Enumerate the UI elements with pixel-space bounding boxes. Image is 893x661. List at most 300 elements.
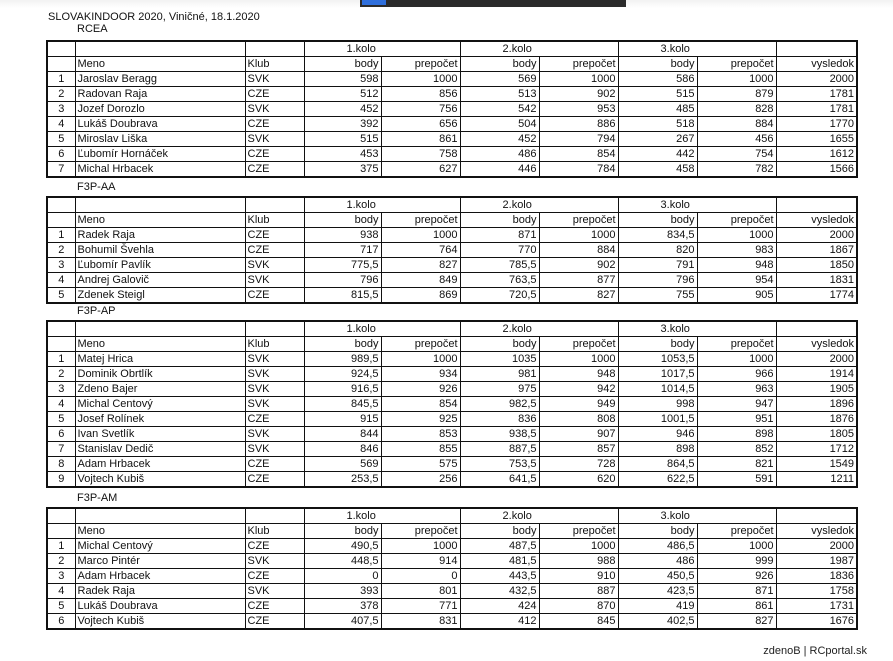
rank-cell: 6 [47,147,75,162]
header-row-rounds [47,197,857,213]
club-cell: CZE [245,569,304,584]
round1-recalc-cell: 801 [381,584,460,599]
table-row [47,457,857,472]
result-cell: 1731 [776,599,857,614]
section-title: F3P-AP [77,305,116,317]
round2-recalc-cell: 887 [539,584,618,599]
round-header: 2.kolo [460,508,618,524]
header-empty-cell [75,321,245,337]
round1-points-cell: 515 [304,132,381,147]
round3-points-cell: 442 [618,147,697,162]
header-empty-cell [245,508,304,524]
name-cell: Andrej Galovič [75,273,245,288]
round2-points-cell: 975 [460,382,539,397]
header-rank-cell [47,213,75,228]
footer-credit: zdenoB | RCportal.sk [763,645,867,657]
round3-points-cell: 820 [618,243,697,258]
club-cell: CZE [245,243,304,258]
result-cell: 1566 [776,162,857,178]
round3-recalc-cell: 905 [697,288,776,304]
results-table [46,320,858,488]
club-cell: CZE [245,614,304,630]
round2-recalc-cell: 1000 [539,352,618,367]
round2-points-cell: 486 [460,147,539,162]
club-cell: SVK [245,382,304,397]
round-header: 1.kolo [304,197,460,213]
round1-recalc-cell: 771 [381,599,460,614]
round3-recalc-cell: 828 [697,102,776,117]
round3-recalc-cell: 782 [697,162,776,178]
round3-points-cell: 267 [618,132,697,147]
table-row [47,599,857,614]
round3-points-cell: 450,5 [618,569,697,584]
club-cell: SVK [245,584,304,599]
round3-points-cell: 834,5 [618,228,697,243]
table-row [47,382,857,397]
rank-cell: 2 [47,87,75,102]
table-row [47,554,857,569]
club-cell: SVK [245,367,304,382]
column-header-points: body [618,337,697,352]
round3-recalc-cell: 852 [697,442,776,457]
round1-recalc-cell: 855 [381,442,460,457]
round2-points-cell: 452 [460,132,539,147]
table-row [47,472,857,488]
column-header-name: Meno [75,213,245,228]
club-cell: CZE [245,228,304,243]
header-row-columns [47,337,857,352]
name-cell: Stanislav Dedič [75,442,245,457]
result-cell: 1876 [776,412,857,427]
result-cell: 1676 [776,614,857,630]
round1-points-cell: 512 [304,87,381,102]
round2-points-cell: 481,5 [460,554,539,569]
round1-recalc-cell: 1000 [381,352,460,367]
round3-recalc-cell: 821 [697,457,776,472]
round2-recalc-cell: 902 [539,87,618,102]
result-cell: 1836 [776,569,857,584]
rank-cell: 6 [47,614,75,630]
round1-recalc-cell: 758 [381,147,460,162]
round2-recalc-cell: 784 [539,162,618,178]
result-cell: 1712 [776,442,857,457]
round1-points-cell: 815,5 [304,288,381,304]
name-cell: Dominik Obrtlík [75,367,245,382]
rank-cell: 2 [47,554,75,569]
result-cell: 1914 [776,367,857,382]
round-header: 1.kolo [304,508,460,524]
round1-points-cell: 989,5 [304,352,381,367]
round3-points-cell: 796 [618,273,697,288]
column-header-points: body [460,213,539,228]
header-rank-cell [47,524,75,539]
table-row [47,442,857,457]
round3-points-cell: 1001,5 [618,412,697,427]
column-header-recalc: prepočet [381,337,460,352]
round3-points-cell: 485 [618,102,697,117]
club-cell: SVK [245,352,304,367]
club-cell: CZE [245,162,304,178]
top-toolbar-button[interactable] [362,0,386,5]
rank-cell: 8 [47,457,75,472]
table-row [47,102,857,117]
round1-recalc-cell: 827 [381,258,460,273]
header-empty-cell [776,508,857,524]
round3-recalc-cell: 1000 [697,539,776,554]
result-cell: 1781 [776,102,857,117]
round3-recalc-cell: 1000 [697,228,776,243]
name-cell: Jozef Dorozlo [75,102,245,117]
round1-points-cell: 490,5 [304,539,381,554]
table-row [47,397,857,412]
round3-recalc-cell: 754 [697,147,776,162]
table-row [47,162,857,178]
column-header-name: Meno [75,57,245,72]
rank-cell: 4 [47,397,75,412]
rank-cell: 3 [47,102,75,117]
round3-points-cell: 755 [618,288,697,304]
name-cell: Ivan Svetlík [75,427,245,442]
round2-recalc-cell: 728 [539,457,618,472]
round2-points-cell: 487,5 [460,539,539,554]
round1-points-cell: 569 [304,457,381,472]
name-cell: Zdeno Bajer [75,382,245,397]
round-header: 1.kolo [304,321,460,337]
rank-cell: 1 [47,228,75,243]
round3-points-cell: 791 [618,258,697,273]
round2-recalc-cell: 988 [539,554,618,569]
club-cell: CZE [245,539,304,554]
round2-recalc-cell: 857 [539,442,618,457]
club-cell: SVK [245,554,304,569]
name-cell: Zdenek Steigl [75,288,245,304]
round3-points-cell: 402,5 [618,614,697,630]
table-row [47,569,857,584]
round3-recalc-cell: 591 [697,472,776,488]
round2-points-cell: 513 [460,87,539,102]
round2-recalc-cell: 884 [539,243,618,258]
header-row-rounds [47,321,857,337]
rank-cell: 4 [47,584,75,599]
column-header-recalc: prepočet [539,524,618,539]
round1-points-cell: 453 [304,147,381,162]
club-cell: CZE [245,457,304,472]
result-cell: 1612 [776,147,857,162]
column-header-recalc: prepočet [381,524,460,539]
round3-points-cell: 864,5 [618,457,697,472]
rank-cell: 7 [47,162,75,178]
round1-recalc-cell: 926 [381,382,460,397]
round1-points-cell: 844 [304,427,381,442]
section-title: F3P-AM [77,492,118,504]
round3-points-cell: 515 [618,87,697,102]
header-row-columns [47,57,857,72]
header-empty-cell [776,197,857,213]
round1-recalc-cell: 575 [381,457,460,472]
rank-cell: 3 [47,258,75,273]
round2-points-cell: 981 [460,367,539,382]
round3-recalc-cell: 898 [697,427,776,442]
round1-recalc-cell: 1000 [381,539,460,554]
round2-recalc-cell: 1000 [539,72,618,87]
column-header-club: Klub [245,524,304,539]
round1-points-cell: 775,5 [304,258,381,273]
name-cell: Matej Hrica [75,352,245,367]
round3-points-cell: 998 [618,397,697,412]
round3-recalc-cell: 963 [697,382,776,397]
table-row [47,614,857,630]
round2-recalc-cell: 910 [539,569,618,584]
round3-points-cell: 419 [618,599,697,614]
result-cell: 1549 [776,457,857,472]
column-header-recalc: prepočet [697,524,776,539]
result-cell: 1770 [776,117,857,132]
rank-cell: 5 [47,132,75,147]
result-cell: 2000 [776,72,857,87]
column-header-name: Meno [75,524,245,539]
round3-recalc-cell: 861 [697,599,776,614]
column-header-points: body [618,524,697,539]
round1-points-cell: 717 [304,243,381,258]
header-row-columns [47,524,857,539]
round3-points-cell: 423,5 [618,584,697,599]
result-cell: 1905 [776,382,857,397]
round2-points-cell: 504 [460,117,539,132]
round1-recalc-cell: 849 [381,273,460,288]
section-title: F3P-AA [77,181,116,193]
header-empty-cell [75,508,245,524]
round2-recalc-cell: 620 [539,472,618,488]
round2-points-cell: 753,5 [460,457,539,472]
round3-points-cell: 586 [618,72,697,87]
result-cell: 1655 [776,132,857,147]
column-header-points: body [460,524,539,539]
table-row [47,243,857,258]
result-cell: 1211 [776,472,857,488]
name-cell: Radovan Raja [75,87,245,102]
name-cell: Michal Centový [75,397,245,412]
header-rank-cell [47,337,75,352]
round-header: 3.kolo [618,197,776,213]
round2-points-cell: 770 [460,243,539,258]
round1-points-cell: 916,5 [304,382,381,397]
round3-recalc-cell: 983 [697,243,776,258]
header-empty-cell [47,508,75,524]
round2-points-cell: 432,5 [460,584,539,599]
table-row [47,87,857,102]
round3-recalc-cell: 1000 [697,352,776,367]
column-header-points: body [304,524,381,539]
table-row [47,427,857,442]
column-header-recalc: prepočet [697,337,776,352]
round2-points-cell: 763,5 [460,273,539,288]
document-title: SLOVAKINDOOR 2020, Viničné, 18.1.2020 [48,11,260,23]
round2-recalc-cell: 1000 [539,228,618,243]
header-empty-cell [245,321,304,337]
round1-recalc-cell: 656 [381,117,460,132]
round-header: 3.kolo [618,321,776,337]
round2-points-cell: 412 [460,614,539,630]
name-cell: Ľubomír Hornáček [75,147,245,162]
round2-recalc-cell: 907 [539,427,618,442]
header-empty-cell [245,197,304,213]
round2-recalc-cell: 794 [539,132,618,147]
table-row [47,412,857,427]
round1-recalc-cell: 764 [381,243,460,258]
round3-points-cell: 946 [618,427,697,442]
name-cell: Josef Rolínek [75,412,245,427]
round-header: 2.kolo [460,197,618,213]
club-cell: CZE [245,117,304,132]
round1-recalc-cell: 831 [381,614,460,630]
round2-recalc-cell: 870 [539,599,618,614]
table-row [47,72,857,87]
round3-recalc-cell: 948 [697,258,776,273]
results-table [46,196,858,304]
section-title: RCEA [77,23,108,35]
round2-points-cell: 569 [460,72,539,87]
club-cell: CZE [245,288,304,304]
result-cell: 1774 [776,288,857,304]
round1-recalc-cell: 627 [381,162,460,178]
table-row [47,288,857,304]
round3-recalc-cell: 951 [697,412,776,427]
table-row [47,367,857,382]
column-header-recalc: prepočet [697,213,776,228]
round2-points-cell: 424 [460,599,539,614]
rank-cell: 3 [47,569,75,584]
name-cell: Vojtech Kubiš [75,472,245,488]
round3-recalc-cell: 456 [697,132,776,147]
rank-cell: 9 [47,472,75,488]
round3-recalc-cell: 884 [697,117,776,132]
header-empty-cell [47,321,75,337]
round2-recalc-cell: 902 [539,258,618,273]
rank-cell: 4 [47,273,75,288]
header-row-columns [47,213,857,228]
column-header-points: body [460,57,539,72]
name-cell: Radek Raja [75,228,245,243]
round1-points-cell: 846 [304,442,381,457]
round2-recalc-cell: 808 [539,412,618,427]
column-header-club: Klub [245,57,304,72]
header-row-rounds [47,41,857,57]
name-cell: Adam Hrbacek [75,457,245,472]
name-cell: Adam Hrbacek [75,569,245,584]
rank-cell: 6 [47,427,75,442]
round1-recalc-cell: 0 [381,569,460,584]
round3-recalc-cell: 966 [697,367,776,382]
round-header: 3.kolo [618,508,776,524]
round3-points-cell: 486 [618,554,697,569]
rank-cell: 1 [47,352,75,367]
round3-points-cell: 458 [618,162,697,178]
table-row [47,132,857,147]
column-header-points: body [304,337,381,352]
round2-points-cell: 641,5 [460,472,539,488]
table-row [47,539,857,554]
round1-recalc-cell: 756 [381,102,460,117]
table-row [47,273,857,288]
round1-recalc-cell: 925 [381,412,460,427]
club-cell: SVK [245,102,304,117]
round2-recalc-cell: 877 [539,273,618,288]
result-cell: 1758 [776,584,857,599]
result-cell: 1831 [776,273,857,288]
header-empty-cell [75,41,245,57]
column-header-result: vysledok [776,524,857,539]
round2-recalc-cell: 949 [539,397,618,412]
header-empty-cell [776,321,857,337]
result-cell: 1867 [776,243,857,258]
rank-cell: 3 [47,382,75,397]
round2-recalc-cell: 942 [539,382,618,397]
column-header-recalc: prepočet [381,57,460,72]
header-empty-cell [75,197,245,213]
round3-points-cell: 1053,5 [618,352,697,367]
name-cell: Jaroslav Beragg [75,72,245,87]
club-cell: SVK [245,427,304,442]
round3-recalc-cell: 999 [697,554,776,569]
table-row [47,228,857,243]
round1-points-cell: 915 [304,412,381,427]
round-header: 2.kolo [460,321,618,337]
top-window-strip [0,0,893,8]
rank-cell: 2 [47,367,75,382]
round3-points-cell: 898 [618,442,697,457]
round1-recalc-cell: 914 [381,554,460,569]
header-empty-cell [47,197,75,213]
table-row [47,258,857,273]
column-header-points: body [460,337,539,352]
name-cell: Radek Raja [75,584,245,599]
round1-recalc-cell: 869 [381,288,460,304]
results-table [46,507,858,630]
round2-points-cell: 443,5 [460,569,539,584]
round2-points-cell: 720,5 [460,288,539,304]
round2-recalc-cell: 854 [539,147,618,162]
club-cell: CZE [245,412,304,427]
round3-recalc-cell: 947 [697,397,776,412]
rank-cell: 5 [47,412,75,427]
round1-points-cell: 375 [304,162,381,178]
header-rank-cell [47,57,75,72]
header-empty-cell [245,41,304,57]
column-header-result: vysledok [776,57,857,72]
club-cell: SVK [245,72,304,87]
round2-recalc-cell: 953 [539,102,618,117]
column-header-points: body [618,213,697,228]
column-header-club: Klub [245,337,304,352]
round3-points-cell: 1014,5 [618,382,697,397]
round2-points-cell: 836 [460,412,539,427]
round2-points-cell: 785,5 [460,258,539,273]
round3-points-cell: 622,5 [618,472,697,488]
result-cell: 2000 [776,539,857,554]
round2-points-cell: 542 [460,102,539,117]
name-cell: Lukáš Doubrava [75,599,245,614]
club-cell: CZE [245,147,304,162]
round3-recalc-cell: 879 [697,87,776,102]
table-row [47,147,857,162]
round2-recalc-cell: 886 [539,117,618,132]
rank-cell: 5 [47,288,75,304]
result-cell: 1987 [776,554,857,569]
round1-recalc-cell: 853 [381,427,460,442]
round1-recalc-cell: 934 [381,367,460,382]
club-cell: CZE [245,472,304,488]
club-cell: SVK [245,397,304,412]
